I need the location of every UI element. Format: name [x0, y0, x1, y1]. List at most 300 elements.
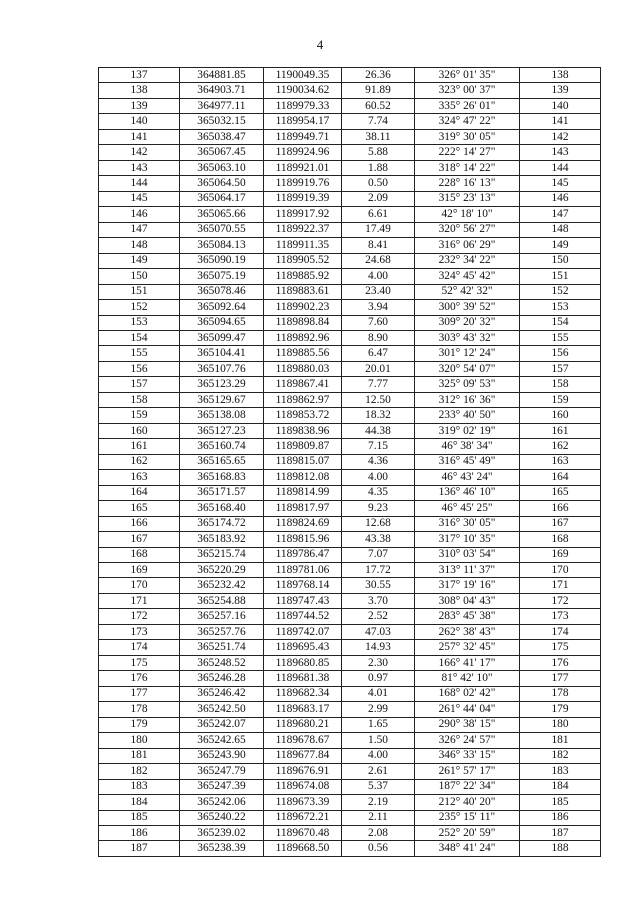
bearing-cell: 168° 02' 42" [415, 686, 520, 701]
distance-cell: 6.61 [342, 207, 415, 222]
point-to-cell: 147 [520, 207, 601, 222]
coordinates-table [98, 67, 601, 857]
y-coordinate-cell: 1189892.96 [264, 330, 342, 345]
point-from-cell: 173 [99, 624, 180, 639]
point-to-cell: 161 [520, 423, 601, 438]
y-coordinate-cell: 1189812.08 [264, 470, 342, 485]
y-coordinate-cell: 1189786.47 [264, 547, 342, 562]
distance-cell: 1.65 [342, 717, 415, 732]
distance-cell: 2.11 [342, 810, 415, 825]
table-row [99, 764, 601, 779]
point-to-cell: 171 [520, 578, 601, 593]
point-to-cell: 160 [520, 408, 601, 423]
point-to-cell: 167 [520, 516, 601, 531]
x-coordinate-cell: 365067.45 [180, 145, 264, 160]
bearing-cell: 222° 14' 27" [415, 145, 520, 160]
point-to-cell: 187 [520, 825, 601, 840]
distance-cell: 1.88 [342, 160, 415, 175]
distance-cell: 7.60 [342, 315, 415, 330]
distance-cell: 43.38 [342, 532, 415, 547]
x-coordinate-cell: 365242.50 [180, 702, 264, 717]
bearing-cell: 348° 41' 24" [415, 841, 520, 856]
x-coordinate-cell: 365242.65 [180, 733, 264, 748]
y-coordinate-cell: 1189678.67 [264, 733, 342, 748]
y-coordinate-cell: 1189885.56 [264, 346, 342, 361]
table-row [99, 68, 601, 83]
y-coordinate-cell: 1189919.39 [264, 191, 342, 206]
point-to-cell: 181 [520, 733, 601, 748]
bearing-cell: 46° 38' 34" [415, 439, 520, 454]
bearing-cell: 233° 40' 50" [415, 408, 520, 423]
table-row [99, 207, 601, 222]
x-coordinate-cell: 365160.74 [180, 439, 264, 454]
point-from-cell: 140 [99, 114, 180, 129]
y-coordinate-cell: 1189668.50 [264, 841, 342, 856]
point-to-cell: 175 [520, 640, 601, 655]
table-row [99, 222, 601, 237]
distance-cell: 2.19 [342, 795, 415, 810]
table-row [99, 841, 601, 856]
y-coordinate-cell: 1189747.43 [264, 593, 342, 608]
distance-cell: 2.99 [342, 702, 415, 717]
distance-cell: 9.23 [342, 501, 415, 516]
y-coordinate-cell: 1189862.97 [264, 392, 342, 407]
bearing-cell: 346° 33' 15" [415, 748, 520, 763]
bearing-cell: 252° 20' 59" [415, 825, 520, 840]
point-to-cell: 169 [520, 547, 601, 562]
point-from-cell: 141 [99, 129, 180, 144]
x-coordinate-cell: 365238.39 [180, 841, 264, 856]
x-coordinate-cell: 365065.66 [180, 207, 264, 222]
table-row [99, 609, 601, 624]
y-coordinate-cell: 1189676.91 [264, 764, 342, 779]
table-row [99, 330, 601, 345]
bearing-cell: 232° 34' 22" [415, 253, 520, 268]
point-to-cell: 143 [520, 145, 601, 160]
bearing-cell: 261° 57' 17" [415, 764, 520, 779]
x-coordinate-cell: 365094.65 [180, 315, 264, 330]
y-coordinate-cell: 1189853.72 [264, 408, 342, 423]
table-row [99, 300, 601, 315]
x-coordinate-cell: 365239.02 [180, 825, 264, 840]
y-coordinate-cell: 1189670.48 [264, 825, 342, 840]
point-to-cell: 174 [520, 624, 601, 639]
distance-cell: 44.38 [342, 423, 415, 438]
x-coordinate-cell: 365247.39 [180, 779, 264, 794]
bearing-cell: 283° 45' 38" [415, 609, 520, 624]
y-coordinate-cell: 1189680.21 [264, 717, 342, 732]
distance-cell: 91.89 [342, 83, 415, 98]
distance-cell: 2.30 [342, 655, 415, 670]
bearing-cell: 326° 24' 57" [415, 733, 520, 748]
point-from-cell: 143 [99, 160, 180, 175]
point-from-cell: 137 [99, 68, 180, 83]
bearing-cell: 316° 06' 29" [415, 238, 520, 253]
distance-cell: 0.56 [342, 841, 415, 856]
x-coordinate-cell: 365038.47 [180, 129, 264, 144]
distance-cell: 1.50 [342, 733, 415, 748]
y-coordinate-cell: 1189744.52 [264, 609, 342, 624]
y-coordinate-cell: 1189824.69 [264, 516, 342, 531]
distance-cell: 23.40 [342, 284, 415, 299]
point-from-cell: 182 [99, 764, 180, 779]
table-row [99, 795, 601, 810]
point-from-cell: 145 [99, 191, 180, 206]
x-coordinate-cell: 365090.19 [180, 253, 264, 268]
distance-cell: 26.36 [342, 68, 415, 83]
bearing-cell: 52° 42' 32" [415, 284, 520, 299]
bearing-cell: 326° 01' 35" [415, 68, 520, 83]
bearing-cell: 316° 45' 49" [415, 454, 520, 469]
table-row [99, 810, 601, 825]
point-from-cell: 144 [99, 176, 180, 191]
y-coordinate-cell: 1189682.34 [264, 686, 342, 701]
table-row [99, 825, 601, 840]
y-coordinate-cell: 1190049.35 [264, 68, 342, 83]
x-coordinate-cell: 365257.76 [180, 624, 264, 639]
bearing-cell: 324° 47' 22" [415, 114, 520, 129]
point-to-cell: 148 [520, 222, 601, 237]
distance-cell: 7.74 [342, 114, 415, 129]
distance-cell: 6.47 [342, 346, 415, 361]
x-coordinate-cell: 365032.15 [180, 114, 264, 129]
table-row [99, 98, 601, 113]
bearing-cell: 320° 56' 27" [415, 222, 520, 237]
x-coordinate-cell: 365247.79 [180, 764, 264, 779]
bearing-cell: 166° 41' 17" [415, 655, 520, 670]
table-row [99, 439, 601, 454]
y-coordinate-cell: 1189680.85 [264, 655, 342, 670]
y-coordinate-cell: 1189817.97 [264, 501, 342, 516]
x-coordinate-cell: 365168.83 [180, 470, 264, 485]
table-row [99, 191, 601, 206]
table-row [99, 160, 601, 175]
y-coordinate-cell: 1189809.87 [264, 439, 342, 454]
bearing-cell: 316° 30' 05" [415, 516, 520, 531]
distance-cell: 8.41 [342, 238, 415, 253]
distance-cell: 2.61 [342, 764, 415, 779]
y-coordinate-cell: 1189949.71 [264, 129, 342, 144]
distance-cell: 4.01 [342, 686, 415, 701]
x-coordinate-cell: 365232.42 [180, 578, 264, 593]
point-to-cell: 142 [520, 129, 601, 144]
x-coordinate-cell: 365107.76 [180, 361, 264, 376]
x-coordinate-cell: 365240.22 [180, 810, 264, 825]
point-from-cell: 178 [99, 702, 180, 717]
y-coordinate-cell: 1189815.96 [264, 532, 342, 547]
bearing-cell: 318° 14' 22" [415, 160, 520, 175]
y-coordinate-cell: 1189695.43 [264, 640, 342, 655]
table-row [99, 145, 601, 160]
bearing-cell: 335° 26' 01" [415, 98, 520, 113]
point-from-cell: 151 [99, 284, 180, 299]
x-coordinate-cell: 365064.50 [180, 176, 264, 191]
point-from-cell: 166 [99, 516, 180, 531]
point-from-cell: 187 [99, 841, 180, 856]
y-coordinate-cell: 1189921.01 [264, 160, 342, 175]
distance-cell: 4.00 [342, 748, 415, 763]
point-to-cell: 168 [520, 532, 601, 547]
bearing-cell: 317° 19' 16" [415, 578, 520, 593]
x-coordinate-cell: 365070.55 [180, 222, 264, 237]
point-to-cell: 155 [520, 330, 601, 345]
y-coordinate-cell: 1189867.41 [264, 377, 342, 392]
table-row [99, 779, 601, 794]
bearing-cell: 46° 43' 24" [415, 470, 520, 485]
point-from-cell: 160 [99, 423, 180, 438]
x-coordinate-cell: 365171.57 [180, 485, 264, 500]
point-to-cell: 184 [520, 779, 601, 794]
distance-cell: 4.00 [342, 470, 415, 485]
table-row [99, 501, 601, 516]
bearing-cell: 212° 40' 20" [415, 795, 520, 810]
x-coordinate-cell: 365251.74 [180, 640, 264, 655]
x-coordinate-cell: 365084.13 [180, 238, 264, 253]
point-from-cell: 163 [99, 470, 180, 485]
y-coordinate-cell: 1189683.17 [264, 702, 342, 717]
point-to-cell: 144 [520, 160, 601, 175]
distance-cell: 12.50 [342, 392, 415, 407]
x-coordinate-cell: 365248.52 [180, 655, 264, 670]
y-coordinate-cell: 1189742.07 [264, 624, 342, 639]
distance-cell: 7.77 [342, 377, 415, 392]
distance-cell: 12.68 [342, 516, 415, 531]
distance-cell: 0.97 [342, 671, 415, 686]
point-from-cell: 183 [99, 779, 180, 794]
point-to-cell: 141 [520, 114, 601, 129]
table-row [99, 593, 601, 608]
x-coordinate-cell: 364881.85 [180, 68, 264, 83]
y-coordinate-cell: 1189673.39 [264, 795, 342, 810]
y-coordinate-cell: 1189814.99 [264, 485, 342, 500]
distance-cell: 2.08 [342, 825, 415, 840]
x-coordinate-cell: 365075.19 [180, 269, 264, 284]
point-to-cell: 153 [520, 300, 601, 315]
point-to-cell: 182 [520, 748, 601, 763]
x-coordinate-cell: 365257.16 [180, 609, 264, 624]
distance-cell: 8.90 [342, 330, 415, 345]
distance-cell: 38.11 [342, 129, 415, 144]
table-row [99, 408, 601, 423]
distance-cell: 47.03 [342, 624, 415, 639]
bearing-cell: 300° 39' 52" [415, 300, 520, 315]
distance-cell: 0.50 [342, 176, 415, 191]
distance-cell: 24.68 [342, 253, 415, 268]
y-coordinate-cell: 1189979.33 [264, 98, 342, 113]
y-coordinate-cell: 1189885.92 [264, 269, 342, 284]
bearing-cell: 228° 16' 13" [415, 176, 520, 191]
distance-cell: 3.70 [342, 593, 415, 608]
x-coordinate-cell: 365123.29 [180, 377, 264, 392]
y-coordinate-cell: 1189672.21 [264, 810, 342, 825]
point-from-cell: 171 [99, 593, 180, 608]
point-to-cell: 158 [520, 377, 601, 392]
x-coordinate-cell: 365220.29 [180, 563, 264, 578]
table-row [99, 238, 601, 253]
bearing-cell: 320° 54' 07" [415, 361, 520, 376]
point-from-cell: 170 [99, 578, 180, 593]
distance-cell: 7.15 [342, 439, 415, 454]
point-to-cell: 165 [520, 485, 601, 500]
point-to-cell: 180 [520, 717, 601, 732]
point-to-cell: 149 [520, 238, 601, 253]
point-from-cell: 158 [99, 392, 180, 407]
point-to-cell: 188 [520, 841, 601, 856]
point-to-cell: 154 [520, 315, 601, 330]
x-coordinate-cell: 365174.72 [180, 516, 264, 531]
point-from-cell: 157 [99, 377, 180, 392]
y-coordinate-cell: 1189815.07 [264, 454, 342, 469]
y-coordinate-cell: 1189781.06 [264, 563, 342, 578]
x-coordinate-cell: 365138.08 [180, 408, 264, 423]
table-row [99, 176, 601, 191]
table-row [99, 516, 601, 531]
x-coordinate-cell: 365246.42 [180, 686, 264, 701]
bearing-cell: 81° 42' 10" [415, 671, 520, 686]
distance-cell: 4.35 [342, 485, 415, 500]
point-from-cell: 162 [99, 454, 180, 469]
point-from-cell: 186 [99, 825, 180, 840]
table-row [99, 563, 601, 578]
point-from-cell: 138 [99, 83, 180, 98]
point-from-cell: 172 [99, 609, 180, 624]
point-to-cell: 164 [520, 470, 601, 485]
table-row [99, 686, 601, 701]
y-coordinate-cell: 1189677.84 [264, 748, 342, 763]
bearing-cell: 308° 04' 43" [415, 593, 520, 608]
point-to-cell: 185 [520, 795, 601, 810]
bearing-cell: 187° 22' 34" [415, 779, 520, 794]
point-from-cell: 176 [99, 671, 180, 686]
y-coordinate-cell: 1189924.96 [264, 145, 342, 160]
point-from-cell: 146 [99, 207, 180, 222]
bearing-cell: 301° 12' 24" [415, 346, 520, 361]
bearing-cell: 324° 45' 42" [415, 269, 520, 284]
point-from-cell: 161 [99, 439, 180, 454]
table-row [99, 361, 601, 376]
point-from-cell: 153 [99, 315, 180, 330]
x-coordinate-cell: 365246.28 [180, 671, 264, 686]
point-to-cell: 156 [520, 346, 601, 361]
point-from-cell: 147 [99, 222, 180, 237]
point-to-cell: 145 [520, 176, 601, 191]
x-coordinate-cell: 365165.65 [180, 454, 264, 469]
point-to-cell: 159 [520, 392, 601, 407]
point-from-cell: 169 [99, 563, 180, 578]
point-from-cell: 155 [99, 346, 180, 361]
x-coordinate-cell: 365183.92 [180, 532, 264, 547]
point-to-cell: 166 [520, 501, 601, 516]
table-row [99, 269, 601, 284]
point-from-cell: 159 [99, 408, 180, 423]
point-to-cell: 152 [520, 284, 601, 299]
point-from-cell: 164 [99, 485, 180, 500]
point-to-cell: 186 [520, 810, 601, 825]
table-row [99, 748, 601, 763]
bearing-cell: 235° 15' 11" [415, 810, 520, 825]
bearing-cell: 319° 02' 19" [415, 423, 520, 438]
table-row [99, 671, 601, 686]
bearing-cell: 312° 16' 36" [415, 392, 520, 407]
point-to-cell: 163 [520, 454, 601, 469]
y-coordinate-cell: 1189905.52 [264, 253, 342, 268]
point-to-cell: 176 [520, 655, 601, 670]
point-to-cell: 157 [520, 361, 601, 376]
table-row [99, 655, 601, 670]
table-row [99, 346, 601, 361]
page-number: 4 [316, 37, 324, 52]
y-coordinate-cell: 1190034.62 [264, 83, 342, 98]
bearing-cell: 317° 10' 35" [415, 532, 520, 547]
y-coordinate-cell: 1189954.17 [264, 114, 342, 129]
point-from-cell: 168 [99, 547, 180, 562]
point-from-cell: 152 [99, 300, 180, 315]
table-row [99, 315, 601, 330]
table-row [99, 532, 601, 547]
distance-cell: 4.00 [342, 269, 415, 284]
table-row [99, 547, 601, 562]
x-coordinate-cell: 365063.10 [180, 160, 264, 175]
point-from-cell: 149 [99, 253, 180, 268]
distance-cell: 7.07 [342, 547, 415, 562]
table-row [99, 423, 601, 438]
table-row [99, 702, 601, 717]
bearing-cell: 323° 00' 37" [415, 83, 520, 98]
table-row [99, 129, 601, 144]
bearing-cell: 261° 44' 04" [415, 702, 520, 717]
point-to-cell: 140 [520, 98, 601, 113]
point-from-cell: 179 [99, 717, 180, 732]
table-row [99, 485, 601, 500]
point-from-cell: 181 [99, 748, 180, 763]
bearing-cell: 303° 43' 32" [415, 330, 520, 345]
y-coordinate-cell: 1189898.84 [264, 315, 342, 330]
x-coordinate-cell: 365242.06 [180, 795, 264, 810]
bearing-cell: 136° 46' 10" [415, 485, 520, 500]
point-from-cell: 180 [99, 733, 180, 748]
point-to-cell: 146 [520, 191, 601, 206]
distance-cell: 14.93 [342, 640, 415, 655]
y-coordinate-cell: 1189919.76 [264, 176, 342, 191]
table-row [99, 470, 601, 485]
point-from-cell: 165 [99, 501, 180, 516]
x-coordinate-cell: 365078.46 [180, 284, 264, 299]
distance-cell: 3.94 [342, 300, 415, 315]
y-coordinate-cell: 1189674.08 [264, 779, 342, 794]
coordinates-table-body [99, 68, 601, 857]
bearing-cell: 319° 30' 05" [415, 129, 520, 144]
distance-cell: 60.52 [342, 98, 415, 113]
x-coordinate-cell: 365092.64 [180, 300, 264, 315]
point-to-cell: 138 [520, 68, 601, 83]
table-row [99, 284, 601, 299]
y-coordinate-cell: 1189880.03 [264, 361, 342, 376]
point-from-cell: 142 [99, 145, 180, 160]
point-from-cell: 177 [99, 686, 180, 701]
table-row [99, 253, 601, 268]
distance-cell: 30.55 [342, 578, 415, 593]
point-to-cell: 172 [520, 593, 601, 608]
x-coordinate-cell: 364977.11 [180, 98, 264, 113]
bearing-cell: 309° 20' 32" [415, 315, 520, 330]
point-from-cell: 167 [99, 532, 180, 547]
bearing-cell: 262° 38' 43" [415, 624, 520, 639]
x-coordinate-cell: 365254.88 [180, 593, 264, 608]
point-to-cell: 170 [520, 563, 601, 578]
x-coordinate-cell: 365242.07 [180, 717, 264, 732]
y-coordinate-cell: 1189838.96 [264, 423, 342, 438]
x-coordinate-cell: 365129.67 [180, 392, 264, 407]
